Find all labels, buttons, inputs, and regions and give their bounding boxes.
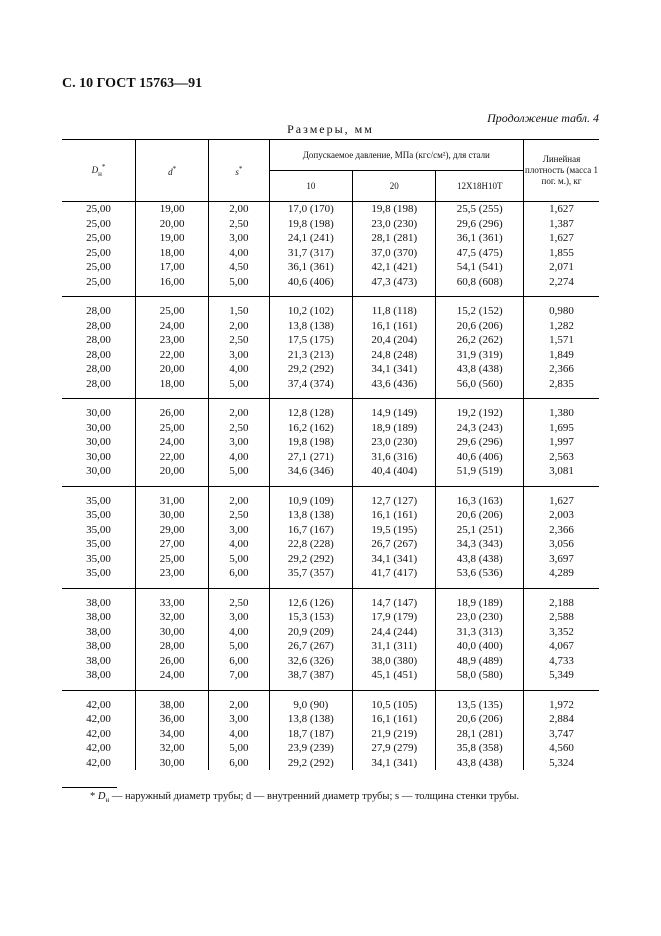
cell-outer-diameter: 38,00 (86, 654, 111, 667)
cell-pressure-steel-20: 41,7 (417) (353, 566, 436, 588)
cell-linear-density: 2,884 (524, 712, 599, 727)
cell-pressure-steel-20: 31,1 (311) (353, 639, 436, 654)
table-row (62, 566, 599, 588)
cell-outer-diameter: 35,00 (62, 566, 136, 588)
cell-pressure-steel-12x18h10t: 31,9 (319) (436, 348, 524, 363)
cell-pressure-steel-12x18h10t: 20,6 (206) (436, 712, 524, 727)
table-row (62, 260, 599, 275)
cell-inner-diameter: 38,00 (136, 690, 209, 712)
cell-linear-density: 2,003 (524, 508, 599, 523)
cell-pressure-steel-12x18h10t: 25,1 (251) (436, 523, 524, 538)
cell-pressure-steel-12x18h10t: 40,6 (406) (436, 450, 524, 465)
cell-linear-density: 2,588 (524, 610, 599, 625)
cell-pressure-steel-12x18h10t: 24,3 (243) (436, 421, 524, 436)
table-row (62, 537, 599, 552)
table-row (62, 362, 599, 377)
table-row (62, 202, 599, 217)
cell-outer-diameter: 28,00 (86, 334, 111, 346)
cell-pressure-steel-20: 26,7 (267) (353, 537, 436, 552)
cell-pressure-steel-10: 17,5 (175) (269, 333, 352, 348)
cell-wall-thickness: 4,00 (209, 362, 270, 377)
table-row (62, 333, 599, 348)
dimensions-table (62, 139, 599, 770)
cell-linear-density: 1,627 (524, 231, 599, 246)
cell-pressure-steel-20: 27,9 (279) (353, 741, 436, 756)
cell-pressure-steel-10: 13,8 (138) (269, 712, 352, 727)
cell-pressure-steel-20: 40,4 (404) (353, 464, 436, 486)
cell-pressure-steel-12x18h10t: 29,6 (296) (436, 435, 524, 450)
cell-outer-diameter: 42,00 (86, 727, 111, 740)
cell-pressure-steel-12x18h10t: 20,6 (206) (436, 319, 524, 334)
cell-pressure-steel-20: 18,9 (189) (353, 421, 436, 436)
cell-wall-thickness: 4,00 (209, 450, 270, 465)
table-body (62, 202, 599, 771)
cell-inner-diameter: 25,00 (136, 552, 209, 567)
cell-wall-thickness: 2,00 (209, 202, 270, 217)
cell-wall-thickness: 3,00 (209, 348, 270, 363)
cell-pressure-steel-20: 19,5 (195) (353, 523, 436, 538)
cell-pressure-steel-12x18h10t: 34,3 (343) (436, 537, 524, 552)
cell-pressure-steel-10: 27,1 (271) (269, 450, 352, 465)
cell-linear-density: 1,571 (524, 333, 599, 348)
cell-linear-density: 4,560 (524, 741, 599, 756)
cell-pressure-steel-12x18h10t: 31,3 (313) (436, 625, 524, 640)
footnote: * $D_н$ — наружный диаметр трубы; d — внутренний диаметр трубы; s — толщина стенки трубы. (90, 791, 520, 805)
cell-outer-diameter: 28,00 (86, 348, 111, 361)
table-row (62, 610, 599, 625)
cell-pressure-steel-12x18h10t: 23,0 (230) (436, 610, 524, 625)
cell-pressure-steel-10: 19,8 (198) (269, 435, 352, 450)
col-wall-thickness: s* (209, 140, 270, 202)
cell-pressure-steel-20: 23,0 (230) (353, 217, 436, 232)
cell-linear-density: 1,972 (524, 690, 599, 712)
cell-wall-thickness: 5,00 (209, 377, 270, 399)
cell-inner-diameter: 17,00 (136, 260, 209, 275)
cell-wall-thickness: 5,00 (209, 741, 270, 756)
cell-pressure-steel-20: 43,6 (436) (353, 377, 436, 399)
table-row (62, 435, 599, 450)
cell-inner-diameter: 27,00 (136, 537, 209, 552)
col-steel-20: 20 (353, 171, 436, 202)
cell-inner-diameter: 23,00 (136, 333, 209, 348)
col-allowed-pressure: Допускаемое давление, МПа (кгс/см²), для стали (269, 140, 523, 171)
cell-pressure-steel-20: 16,1 (161) (353, 508, 436, 523)
cell-pressure-steel-20: 17,9 (179) (353, 610, 436, 625)
cell-outer-diameter: 30,00 (86, 407, 111, 419)
cell-wall-thickness: 3,00 (209, 523, 270, 538)
cell-linear-density: 0,980 (524, 297, 599, 319)
cell-pressure-steel-10: 19,8 (198) (269, 217, 352, 232)
cell-inner-diameter: 24,00 (136, 319, 209, 334)
cell-wall-thickness: 4,00 (209, 246, 270, 261)
cell-outer-diameter: 35,00 (86, 509, 111, 521)
cell-pressure-steel-10: 12,6 (126) (269, 588, 352, 610)
cell-linear-density: 2,071 (524, 260, 599, 275)
table-row (62, 275, 599, 297)
table-row (62, 421, 599, 436)
cell-wall-thickness: 2,50 (209, 217, 270, 232)
cell-inner-diameter: 20,00 (136, 464, 209, 486)
table-row (62, 231, 599, 246)
cell-pressure-steel-20: 37,0 (370) (353, 246, 436, 261)
cell-inner-diameter: 24,00 (136, 435, 209, 450)
cell-inner-diameter: 16,00 (136, 275, 209, 297)
table-caption: Размеры, мм (287, 122, 374, 136)
cell-outer-diameter: 35,00 (86, 523, 111, 536)
cell-wall-thickness: 5,00 (209, 275, 270, 297)
page-header: С. 10 ГОСТ 15763—91 (62, 76, 203, 91)
cell-outer-diameter: 42,00 (86, 698, 111, 711)
cell-linear-density: 5,324 (524, 756, 599, 771)
cell-outer-diameter: 30,00 (86, 421, 111, 434)
cell-linear-density: 3,081 (524, 464, 599, 486)
cell-pressure-steel-20: 45,1 (451) (353, 668, 436, 690)
cell-linear-density: 1,855 (524, 246, 599, 261)
cell-inner-diameter: 36,00 (136, 712, 209, 727)
cell-pressure-steel-20: 21,9 (219) (353, 727, 436, 742)
cell-linear-density: 4,067 (524, 639, 599, 654)
cell-linear-density: 1,627 (524, 486, 599, 508)
cell-pressure-steel-20: 24,4 (244) (353, 625, 436, 640)
cell-inner-diameter: 19,00 (136, 231, 209, 246)
col-outer-diameter: $D_н^*$ (62, 140, 136, 202)
cell-linear-density: 2,835 (524, 377, 599, 399)
cell-pressure-steel-10: 22,8 (228) (269, 537, 352, 552)
cell-pressure-steel-10: 9,0 (90) (269, 690, 352, 712)
cell-wall-thickness: 2,00 (209, 399, 270, 421)
cell-outer-diameter: 38,00 (86, 625, 111, 638)
cell-linear-density: 3,747 (524, 727, 599, 742)
table-row (62, 486, 599, 508)
cell-outer-diameter: 28,00 (86, 319, 111, 332)
cell-pressure-steel-10: 20,9 (209) (269, 625, 352, 640)
cell-pressure-steel-20: 23,0 (230) (353, 435, 436, 450)
cell-outer-diameter: 35,00 (86, 494, 111, 507)
cell-pressure-steel-12x18h10t: 20,6 (206) (436, 508, 524, 523)
cell-inner-diameter: 25,00 (136, 421, 209, 436)
cell-pressure-steel-10: 15,3 (153) (269, 610, 352, 625)
col-steel-12x18h10t: 12Х18Н10Т (436, 171, 524, 202)
cell-inner-diameter: 33,00 (136, 588, 209, 610)
cell-pressure-steel-10: 29,2 (292) (269, 362, 352, 377)
cell-pressure-steel-12x18h10t: 43,8 (438) (436, 362, 524, 377)
table-row (62, 508, 599, 523)
cell-linear-density: 2,563 (524, 450, 599, 465)
table-row (62, 377, 599, 399)
cell-wall-thickness: 3,00 (209, 435, 270, 450)
cell-wall-thickness: 2,50 (209, 421, 270, 436)
table-row (62, 712, 599, 727)
cell-pressure-steel-10: 21,3 (213) (269, 348, 352, 363)
table-row (62, 639, 599, 654)
cell-inner-diameter: 19,00 (136, 202, 209, 217)
cell-wall-thickness: 5,00 (209, 464, 270, 486)
footnote-rule (62, 787, 117, 788)
cell-outer-diameter: 42,00 (86, 713, 111, 725)
cell-wall-thickness: 2,00 (209, 486, 270, 508)
table-row (62, 588, 599, 610)
cell-wall-thickness: 3,00 (209, 712, 270, 727)
cell-pressure-steel-10: 13,8 (138) (269, 319, 352, 334)
cell-pressure-steel-12x18h10t: 54,1 (541) (436, 260, 524, 275)
cell-pressure-steel-10: 12,8 (128) (269, 399, 352, 421)
cell-linear-density: 1,695 (524, 421, 599, 436)
cell-pressure-steel-20: 42,1 (421) (353, 260, 436, 275)
cell-inner-diameter: 29,00 (136, 523, 209, 538)
cell-pressure-steel-12x18h10t: 40,0 (400) (436, 639, 524, 654)
table-row (62, 217, 599, 232)
cell-pressure-steel-12x18h10t: 43,8 (438) (436, 756, 524, 771)
cell-linear-density: 3,697 (524, 552, 599, 567)
cell-pressure-steel-20: 14,7 (147) (353, 588, 436, 610)
cell-wall-thickness: 5,00 (209, 639, 270, 654)
table-row (62, 523, 599, 538)
cell-pressure-steel-10: 35,7 (357) (269, 566, 352, 588)
cell-pressure-steel-12x18h10t: 29,6 (296) (436, 217, 524, 232)
cell-pressure-steel-20: 16,1 (161) (353, 712, 436, 727)
cell-pressure-steel-20: 11,8 (118) (353, 297, 436, 319)
table-continuation-note: Продолжение табл. 4 (487, 111, 599, 125)
cell-pressure-steel-12x18h10t: 56,0 (560) (436, 377, 524, 399)
table-row (62, 464, 599, 486)
cell-wall-thickness: 1,50 (209, 297, 270, 319)
cell-wall-thickness: 6,00 (209, 756, 270, 771)
cell-outer-diameter: 38,00 (86, 640, 111, 652)
cell-pressure-steel-10: 18,7 (187) (269, 727, 352, 742)
cell-wall-thickness: 3,00 (209, 610, 270, 625)
cell-pressure-steel-20: 20,4 (204) (353, 333, 436, 348)
cell-wall-thickness: 2,00 (209, 690, 270, 712)
cell-inner-diameter: 28,00 (136, 639, 209, 654)
cell-outer-diameter: 25,00 (86, 203, 111, 215)
cell-outer-diameter: 28,00 (62, 377, 136, 399)
table-row (62, 727, 599, 742)
cell-outer-diameter: 30,00 (86, 436, 111, 448)
cell-pressure-steel-20: 34,1 (341) (353, 552, 436, 567)
cell-wall-thickness: 6,00 (209, 654, 270, 669)
cell-pressure-steel-20: 34,1 (341) (353, 362, 436, 377)
cell-linear-density: 5,349 (524, 668, 599, 690)
cell-inner-diameter: 30,00 (136, 625, 209, 640)
cell-wall-thickness: 6,00 (209, 566, 270, 588)
table-row (62, 668, 599, 690)
cell-pressure-steel-10: 24,1 (241) (269, 231, 352, 246)
cell-linear-density: 4,733 (524, 654, 599, 669)
cell-linear-density: 2,274 (524, 275, 599, 297)
cell-pressure-steel-10: 37,4 (374) (269, 377, 352, 399)
cell-pressure-steel-12x18h10t: 16,3 (163) (436, 486, 524, 508)
cell-outer-diameter: 28,00 (86, 305, 111, 317)
table-row (62, 246, 599, 261)
cell-outer-diameter: 30,00 (86, 450, 111, 463)
table-row (62, 348, 599, 363)
cell-inner-diameter: 25,00 (136, 297, 209, 319)
cell-pressure-steel-10: 38,7 (387) (269, 668, 352, 690)
cell-pressure-steel-10: 16,2 (162) (269, 421, 352, 436)
cell-pressure-steel-20: 31,6 (316) (353, 450, 436, 465)
cell-wall-thickness: 2,00 (209, 319, 270, 334)
cell-linear-density: 1,380 (524, 399, 599, 421)
cell-linear-density: 2,188 (524, 588, 599, 610)
cell-pressure-steel-10: 17,0 (170) (269, 202, 352, 217)
cell-pressure-steel-12x18h10t: 18,9 (189) (436, 588, 524, 610)
cell-wall-thickness: 7,00 (209, 668, 270, 690)
cell-outer-diameter: 38,00 (86, 611, 111, 623)
cell-linear-density: 1,997 (524, 435, 599, 450)
cell-inner-diameter: 24,00 (136, 668, 209, 690)
cell-inner-diameter: 22,00 (136, 450, 209, 465)
cell-outer-diameter: 25,00 (86, 232, 111, 244)
cell-pressure-steel-12x18h10t: 25,5 (255) (436, 202, 524, 217)
cell-pressure-steel-20: 10,5 (105) (353, 690, 436, 712)
cell-wall-thickness: 3,00 (209, 231, 270, 246)
cell-pressure-steel-20: 38,0 (380) (353, 654, 436, 669)
cell-pressure-steel-12x18h10t: 58,0 (580) (436, 668, 524, 690)
table-row (62, 625, 599, 640)
col-inner-diameter: d* (136, 140, 209, 202)
cell-linear-density: 1,627 (524, 202, 599, 217)
table-row (62, 756, 599, 771)
cell-inner-diameter: 26,00 (136, 654, 209, 669)
cell-outer-diameter: 25,00 (86, 217, 111, 230)
table-row (62, 690, 599, 712)
cell-wall-thickness: 4,00 (209, 727, 270, 742)
cell-pressure-steel-12x18h10t: 35,8 (358) (436, 741, 524, 756)
cell-pressure-steel-12x18h10t: 53,6 (536) (436, 566, 524, 588)
cell-pressure-steel-10: 13,8 (138) (269, 508, 352, 523)
cell-pressure-steel-12x18h10t: 15,2 (152) (436, 297, 524, 319)
cell-inner-diameter: 18,00 (136, 246, 209, 261)
cell-inner-diameter: 31,00 (136, 486, 209, 508)
cell-pressure-steel-10: 10,9 (109) (269, 486, 352, 508)
cell-pressure-steel-12x18h10t: 19,2 (192) (436, 399, 524, 421)
cell-outer-diameter: 35,00 (86, 552, 111, 565)
cell-pressure-steel-12x18h10t: 48,9 (489) (436, 654, 524, 669)
cell-pressure-steel-10: 34,6 (346) (269, 464, 352, 486)
table-row (62, 741, 599, 756)
table-row (62, 654, 599, 669)
cell-pressure-steel-20: 19,8 (198) (353, 202, 436, 217)
table-row (62, 319, 599, 334)
cell-outer-diameter: 38,00 (86, 596, 111, 609)
cell-pressure-steel-12x18h10t: 36,1 (361) (436, 231, 524, 246)
cell-pressure-steel-12x18h10t: 60,8 (608) (436, 275, 524, 297)
cell-pressure-steel-12x18h10t: 26,2 (262) (436, 333, 524, 348)
col-linear-density: Линейная плотность (масса 1 пог. м.), кг (524, 140, 599, 202)
cell-outer-diameter: 28,00 (86, 363, 111, 375)
cell-pressure-steel-12x18h10t: 28,1 (281) (436, 727, 524, 742)
cell-pressure-steel-10: 32,6 (326) (269, 654, 352, 669)
cell-outer-diameter: 42,00 (86, 742, 111, 754)
cell-wall-thickness: 4,00 (209, 537, 270, 552)
cell-outer-diameter: 25,00 (86, 246, 111, 259)
cell-pressure-steel-20: 34,1 (341) (353, 756, 436, 771)
cell-pressure-steel-10: 26,7 (267) (269, 639, 352, 654)
cell-outer-diameter: 42,00 (86, 756, 111, 769)
cell-wall-thickness: 4,50 (209, 260, 270, 275)
cell-linear-density: 4,289 (524, 566, 599, 588)
cell-pressure-steel-20: 14,9 (149) (353, 399, 436, 421)
cell-pressure-steel-10: 10,2 (102) (269, 297, 352, 319)
cell-inner-diameter: 34,00 (136, 727, 209, 742)
cell-outer-diameter: 25,00 (62, 275, 136, 297)
cell-pressure-steel-10: 29,2 (292) (269, 552, 352, 567)
cell-wall-thickness: 2,50 (209, 333, 270, 348)
cell-pressure-steel-12x18h10t: 13,5 (135) (436, 690, 524, 712)
cell-outer-diameter: 38,00 (62, 668, 136, 690)
cell-pressure-steel-10: 23,9 (239) (269, 741, 352, 756)
cell-linear-density: 3,352 (524, 625, 599, 640)
cell-pressure-steel-20: 12,7 (127) (353, 486, 436, 508)
cell-pressure-steel-12x18h10t: 51,9 (519) (436, 464, 524, 486)
cell-linear-density: 1,849 (524, 348, 599, 363)
cell-inner-diameter: 26,00 (136, 399, 209, 421)
cell-wall-thickness: 4,00 (209, 625, 270, 640)
cell-inner-diameter: 30,00 (136, 508, 209, 523)
cell-linear-density: 1,282 (524, 319, 599, 334)
cell-linear-density: 2,366 (524, 523, 599, 538)
cell-pressure-steel-10: 36,1 (361) (269, 260, 352, 275)
cell-pressure-steel-10: 40,6 (406) (269, 275, 352, 297)
table-row (62, 552, 599, 567)
cell-inner-diameter: 20,00 (136, 362, 209, 377)
cell-pressure-steel-10: 31,7 (317) (269, 246, 352, 261)
cell-pressure-steel-20: 47,3 (473) (353, 275, 436, 297)
cell-pressure-steel-12x18h10t: 43,8 (438) (436, 552, 524, 567)
cell-inner-diameter: 32,00 (136, 610, 209, 625)
cell-pressure-steel-20: 16,1 (161) (353, 319, 436, 334)
cell-pressure-steel-12x18h10t: 47,5 (475) (436, 246, 524, 261)
cell-outer-diameter: 35,00 (86, 538, 111, 550)
cell-wall-thickness: 5,00 (209, 552, 270, 567)
cell-wall-thickness: 2,50 (209, 588, 270, 610)
cell-linear-density: 1,387 (524, 217, 599, 232)
cell-inner-diameter: 20,00 (136, 217, 209, 232)
table-row (62, 450, 599, 465)
cell-linear-density: 2,366 (524, 362, 599, 377)
cell-pressure-steel-20: 24,8 (248) (353, 348, 436, 363)
table-row (62, 399, 599, 421)
cell-inner-diameter: 32,00 (136, 741, 209, 756)
cell-inner-diameter: 22,00 (136, 348, 209, 363)
cell-outer-diameter: 25,00 (86, 261, 111, 273)
cell-pressure-steel-20: 28,1 (281) (353, 231, 436, 246)
cell-linear-density: 3,056 (524, 537, 599, 552)
cell-inner-diameter: 30,00 (136, 756, 209, 771)
cell-inner-diameter: 23,00 (136, 566, 209, 588)
cell-pressure-steel-10: 16,7 (167) (269, 523, 352, 538)
cell-pressure-steel-10: 29,2 (292) (269, 756, 352, 771)
col-steel-10: 10 (269, 171, 352, 202)
cell-inner-diameter: 18,00 (136, 377, 209, 399)
cell-wall-thickness: 2,50 (209, 508, 270, 523)
table-row (62, 297, 599, 319)
cell-outer-diameter: 30,00 (62, 464, 136, 486)
